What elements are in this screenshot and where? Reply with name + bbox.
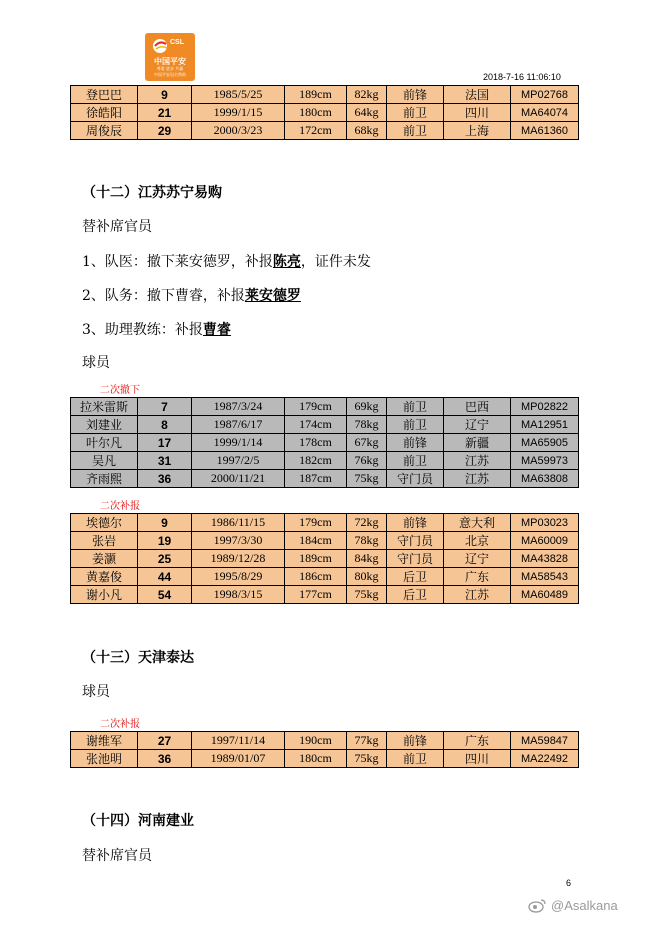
registration-id-cell: MA59847 (511, 732, 579, 750)
height-cell: 186cm (285, 568, 347, 586)
watermark (528, 897, 618, 913)
shirt-number-cell: 25 (138, 550, 192, 568)
registration-id-cell: MP02822 (511, 398, 579, 416)
position-cell: 前卫 (387, 398, 444, 416)
table-row (71, 470, 579, 488)
height-cell: 179cm (285, 514, 347, 532)
position-cell: 前卫 (387, 104, 444, 122)
height-cell: 189cm (285, 550, 347, 568)
player-name-cell: 谢维军 (71, 732, 138, 750)
position-cell: 前锋 (387, 86, 444, 104)
birth-date-cell: 1997/2/5 (192, 452, 285, 470)
birth-date-cell: 1987/6/17 (192, 416, 285, 434)
birth-date-cell: 1987/3/24 (192, 398, 285, 416)
position-cell: 前卫 (387, 416, 444, 434)
print-datetime: 2018-7-16 11:06:10 (483, 72, 561, 82)
shirt-number-cell: 27 (138, 732, 192, 750)
shirt-number-cell: 9 (138, 86, 192, 104)
table-row (71, 416, 579, 434)
birthplace-cell: 江苏 (444, 586, 511, 604)
shirt-number-cell: 8 (138, 416, 192, 434)
weight-cell: 69kg (347, 398, 387, 416)
weight-cell: 77kg (347, 732, 387, 750)
item-1-name: 陈亮 (272, 254, 301, 270)
birthplace-cell: 北京 (444, 532, 511, 550)
birthplace-cell: 巴西 (444, 398, 511, 416)
shirt-number-cell: 21 (138, 104, 192, 122)
position-cell: 守门员 (387, 470, 444, 488)
birth-date-cell: 2000/11/21 (192, 470, 285, 488)
birthplace-cell: 辽宁 (444, 416, 511, 434)
table-added-tianjin (70, 731, 579, 768)
players-title-jiangsu: 球员 (82, 355, 110, 371)
height-cell: 179cm (285, 398, 347, 416)
position-cell: 前卫 (387, 452, 444, 470)
height-cell: 178cm (285, 434, 347, 452)
weight-cell: 75kg (347, 750, 387, 768)
weight-cell: 72kg (347, 514, 387, 532)
shirt-number-cell: 54 (138, 586, 192, 604)
birthplace-cell: 四川 (444, 104, 511, 122)
page-number: 6 (566, 878, 572, 888)
birth-date-cell: 1999/1/14 (192, 434, 285, 452)
table-row (71, 550, 579, 568)
table-row (71, 750, 579, 768)
birth-date-cell: 1997/3/30 (192, 532, 285, 550)
official-item-3 (82, 319, 231, 339)
table-row (71, 434, 579, 452)
birth-date-cell: 1995/8/29 (192, 568, 285, 586)
height-cell: 182cm (285, 452, 347, 470)
position-cell: 前锋 (387, 732, 444, 750)
birthplace-cell: 上海 (444, 122, 511, 140)
table-row (71, 514, 579, 532)
player-name-cell: 刘建业 (71, 416, 138, 434)
weight-cell: 76kg (347, 452, 387, 470)
player-name-cell: 埃德尔 (71, 514, 138, 532)
official-item-2 (82, 285, 301, 305)
birthplace-cell: 意大利 (444, 514, 511, 532)
birth-date-cell: 1998/3/15 (192, 586, 285, 604)
weight-cell: 78kg (347, 532, 387, 550)
height-cell: 187cm (285, 470, 347, 488)
player-name-cell: 张池明 (71, 750, 138, 768)
official-item-1 (82, 251, 371, 271)
birth-date-cell: 1997/11/14 (192, 732, 285, 750)
registration-id-cell: MA61360 (511, 122, 579, 140)
logo-sub: 中国平安冠名赞助 (154, 72, 186, 77)
item-3-name: 曹睿 (202, 322, 231, 338)
registration-id-cell: MA65905 (511, 434, 579, 452)
subs-officials-title-henan: 替补席官员 (82, 848, 152, 864)
height-cell: 177cm (285, 586, 347, 604)
table-row (71, 452, 579, 470)
shirt-number-cell: 44 (138, 568, 192, 586)
birth-date-cell: 1989/01/07 (192, 750, 285, 768)
birthplace-cell: 广东 (444, 568, 511, 586)
position-cell: 前锋 (387, 434, 444, 452)
logo-slogan: 尊重 进步 共赢 (156, 66, 184, 71)
csl-logo (145, 33, 195, 81)
registration-id-cell: MA58543 (511, 568, 579, 586)
shirt-number-cell: 29 (138, 122, 192, 140)
registration-id-cell: MA64074 (511, 104, 579, 122)
weight-cell: 64kg (347, 104, 387, 122)
birth-date-cell: 2000/3/23 (192, 122, 285, 140)
birthplace-cell: 广东 (444, 732, 511, 750)
logo-badge: CSL (170, 39, 184, 46)
player-name-cell: 黄嘉俊 (71, 568, 138, 586)
shirt-number-cell: 36 (138, 470, 192, 488)
item-2-text: 2、队务：撤下曹睿，补报 (82, 288, 245, 304)
item-3-text: 3、助理教练：补报 (82, 322, 203, 338)
height-cell: 172cm (285, 122, 347, 140)
registration-id-cell: MA22492 (511, 750, 579, 768)
birth-date-cell: 1989/12/28 (192, 550, 285, 568)
height-cell: 184cm (285, 532, 347, 550)
weight-cell: 67kg (347, 434, 387, 452)
weight-cell: 75kg (347, 586, 387, 604)
table-row (71, 104, 579, 122)
position-cell: 前卫 (387, 750, 444, 768)
item-1-text: 1、队医：撤下莱安德罗，补报 (82, 254, 273, 270)
registration-id-cell: MA60489 (511, 586, 579, 604)
player-name-cell: 谢小凡 (71, 586, 138, 604)
birthplace-cell: 江苏 (444, 452, 511, 470)
player-name-cell: 叶尔凡 (71, 434, 138, 452)
birth-date-cell: 1985/5/25 (192, 86, 285, 104)
table-row (71, 586, 579, 604)
weight-cell: 68kg (347, 122, 387, 140)
weight-cell: 75kg (347, 470, 387, 488)
registration-id-cell: MA12951 (511, 416, 579, 434)
player-name-cell: 张岩 (71, 532, 138, 550)
position-cell: 守门员 (387, 550, 444, 568)
shirt-number-cell: 36 (138, 750, 192, 768)
height-cell: 174cm (285, 416, 347, 434)
shirt-number-cell: 31 (138, 452, 192, 470)
position-cell: 守门员 (387, 532, 444, 550)
logo-brand: 中国平安 (154, 57, 186, 66)
position-cell: 后卫 (387, 586, 444, 604)
table-row (71, 732, 579, 750)
item-2-name: 莱安德罗 (244, 288, 301, 304)
section-heading-henan: （十四）河南建业 (82, 813, 194, 829)
height-cell: 180cm (285, 104, 347, 122)
shirt-number-cell: 9 (138, 514, 192, 532)
registration-id-cell: MA60009 (511, 532, 579, 550)
registration-id-cell: MA63808 (511, 470, 579, 488)
shirt-number-cell: 17 (138, 434, 192, 452)
player-name-cell: 拉米雷斯 (71, 398, 138, 416)
birthplace-cell: 新疆 (444, 434, 511, 452)
player-name-cell: 周俊辰 (71, 122, 138, 140)
table-row (71, 122, 579, 140)
table-top-roster (70, 85, 579, 140)
birth-date-cell: 1999/1/15 (192, 104, 285, 122)
height-cell: 190cm (285, 732, 347, 750)
player-name-cell: 吴凡 (71, 452, 138, 470)
player-name-cell: 齐雨熙 (71, 470, 138, 488)
shirt-number-cell: 19 (138, 532, 192, 550)
table-row (71, 398, 579, 416)
players-title-tianjin: 球员 (82, 684, 110, 700)
table-row (71, 532, 579, 550)
birthplace-cell: 四川 (444, 750, 511, 768)
player-name-cell: 姜灏 (71, 550, 138, 568)
weight-cell: 84kg (347, 550, 387, 568)
weight-cell: 78kg (347, 416, 387, 434)
height-cell: 189cm (285, 86, 347, 104)
position-cell: 前锋 (387, 514, 444, 532)
subs-officials-title: 替补席官员 (82, 219, 152, 235)
registration-id-cell: MP02768 (511, 86, 579, 104)
player-name-cell: 徐皓阳 (71, 104, 138, 122)
table-row (71, 86, 579, 104)
weight-cell: 82kg (347, 86, 387, 104)
position-cell: 后卫 (387, 568, 444, 586)
birthplace-cell: 辽宁 (444, 550, 511, 568)
weight-cell: 80kg (347, 568, 387, 586)
withdraw-label: 二次撤下 (100, 385, 140, 396)
add-label-jiangsu: 二次补报 (100, 501, 140, 512)
position-cell: 前卫 (387, 122, 444, 140)
birthplace-cell: 法国 (444, 86, 511, 104)
section-heading-tianjin: （十三）天津泰达 (82, 650, 194, 666)
player-name-cell: 登巴巴 (71, 86, 138, 104)
registration-id-cell: MA59973 (511, 452, 579, 470)
table-withdrawn-jiangsu (70, 397, 579, 488)
shirt-number-cell: 7 (138, 398, 192, 416)
birth-date-cell: 1986/11/15 (192, 514, 285, 532)
registration-id-cell: MP03023 (511, 514, 579, 532)
table-row (71, 568, 579, 586)
table-added-jiangsu (70, 513, 579, 604)
registration-id-cell: MA43828 (511, 550, 579, 568)
watermark-text: @Asalkana (551, 897, 618, 913)
weibo-icon (528, 897, 548, 913)
section-heading-jiangsu: （十二）江苏苏宁易购 (82, 185, 222, 201)
height-cell: 180cm (285, 750, 347, 768)
item-1-suffix: ，证件未发 (300, 254, 371, 270)
birthplace-cell: 江苏 (444, 470, 511, 488)
add-label-tianjin: 二次补报 (100, 719, 140, 730)
